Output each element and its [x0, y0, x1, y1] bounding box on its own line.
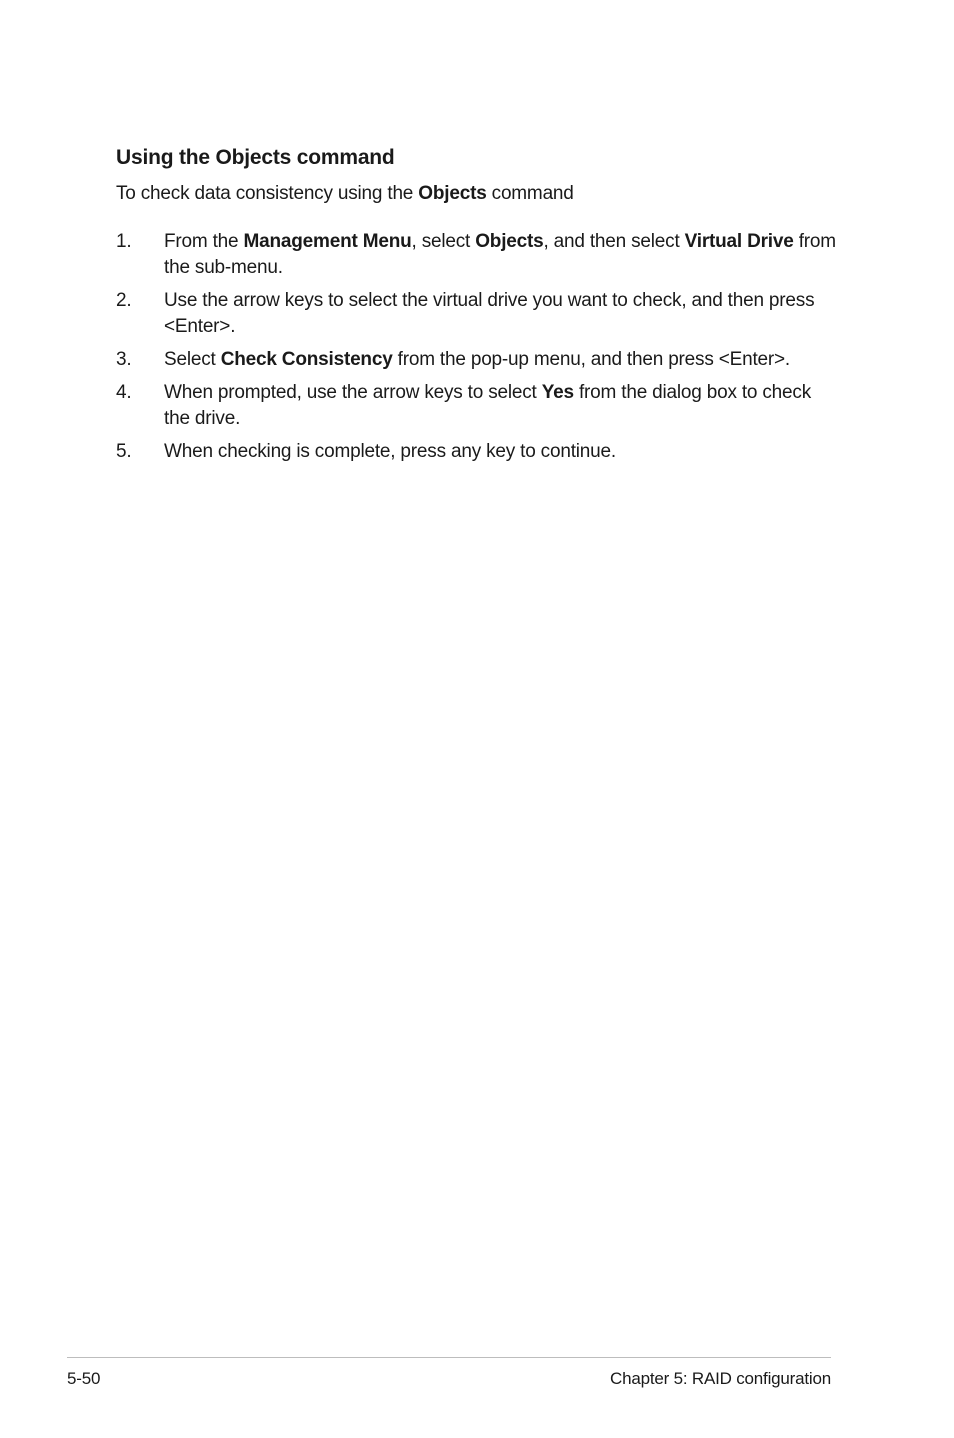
step-text: , and then select [543, 231, 685, 252]
step-bold-check-consistency: Check Consistency [220, 349, 393, 370]
step-5 [116, 439, 836, 465]
step-text: When checking is complete, press any key to continue. [164, 441, 616, 462]
step-3 [116, 347, 836, 373]
step-text: When prompted, use the arrow keys to select [164, 382, 542, 403]
step-text: Use the arrow keys to select the virtual drive you want to check, and then press <Enter>. [164, 290, 815, 337]
step-number: 2. [116, 290, 132, 311]
step-2 [116, 288, 836, 340]
footer-divider [67, 1357, 831, 1358]
step-bold-management-menu: Management Menu [243, 231, 412, 252]
step-number: 4. [116, 382, 132, 403]
steps-list [116, 229, 836, 472]
step-bold-virtual-drive: Virtual Drive [684, 231, 794, 252]
intro-paragraph [116, 183, 574, 205]
section-title: Using the Objects command [116, 146, 395, 169]
intro-text-before: To check data consistency using the [116, 183, 419, 204]
step-bold-yes: Yes [541, 382, 574, 403]
step-text: Select [164, 349, 221, 370]
step-text: From the [164, 231, 244, 252]
intro-bold-objects: Objects [418, 183, 487, 204]
step-text: from the sub-menu. [164, 231, 836, 278]
footer-page-number: 5-50 [67, 1369, 101, 1388]
step-text: from the pop-up menu, and then press <Enter>. [392, 349, 791, 370]
step-text: from the dialog box to check the drive. [164, 382, 811, 429]
intro-text-after: command [486, 183, 574, 204]
step-text: , select [411, 231, 476, 252]
footer-chapter-title: Chapter 5: RAID configuration [610, 1369, 831, 1388]
step-number: 5. [116, 441, 132, 462]
step-number: 1. [116, 231, 132, 252]
step-1 [116, 229, 836, 281]
step-number: 3. [116, 349, 132, 370]
step-4 [116, 380, 836, 432]
step-bold-objects: Objects [475, 231, 544, 252]
